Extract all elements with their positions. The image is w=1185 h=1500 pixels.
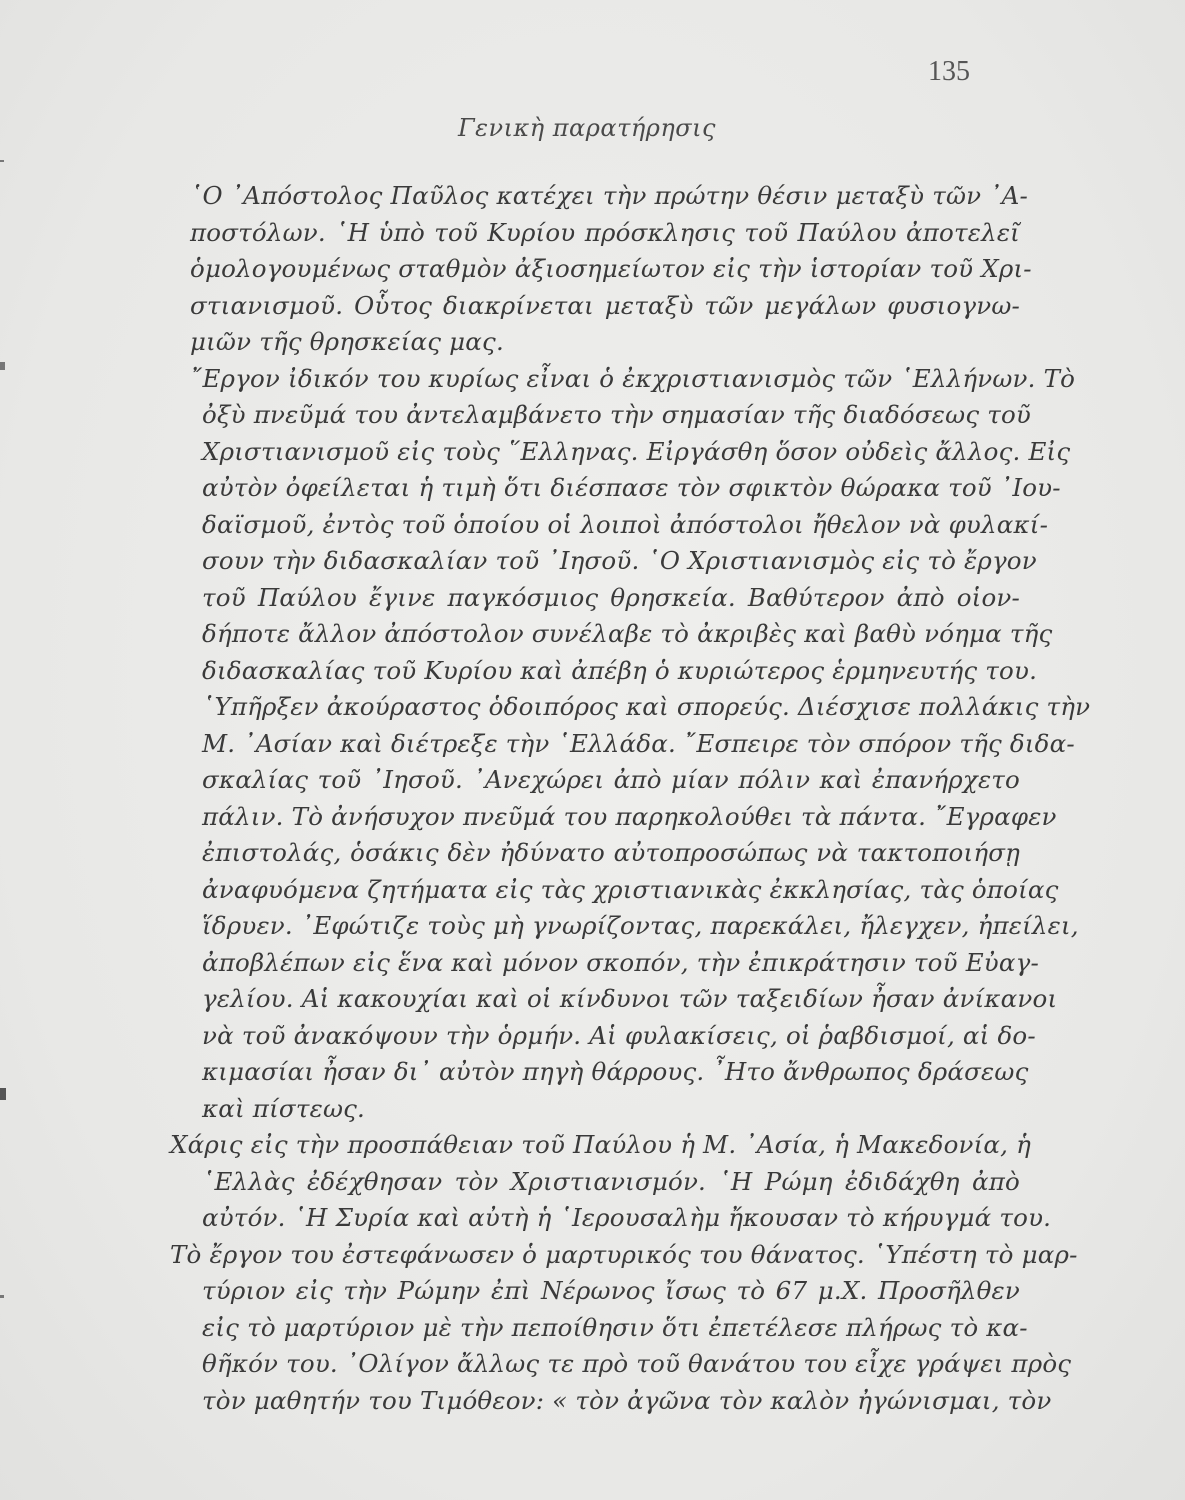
text-line: τοῦ Παύλου ἔγινε παγκόσμιος θρησκεία. Βαθύτερον ἀπὸ οἱον- bbox=[202, 582, 1020, 612]
text-line: αὐτὸν ὀφείλεται ἡ τιμὴ ὅτι διέσπασε τὸν σφικτὸν θώρακα τοῦ ᾿Ιου- bbox=[202, 473, 1061, 502]
text-line: Μ. ᾿Ασίαν καὶ διέτρεξε τὴν ῾Ελλάδα. ῎Εσπειρε τὸν σπόρον τῆς διδα- bbox=[202, 728, 1075, 758]
text-line: Χριστιανισμοῦ εἰς τοὺς ῞Ελληνας. Εἰργάσθη ὅσον οὐδεὶς ἄλλος. Εἰς bbox=[202, 436, 1071, 466]
text-line: ποστόλων. ῾Η ὑπὸ τοῦ Κυρίου πρόσκλησις τοῦ Παύλου ἀποτελεῖ bbox=[190, 217, 1020, 247]
scan-mark bbox=[0, 1088, 6, 1100]
text-line: ὁμολογουμένως σταθμὸν ἀξιοσημείωτον εἰς τὴν ἱστορίαν τοῦ Χρι- bbox=[190, 254, 1032, 283]
text-line: θῆκόν του. ᾿Ολίγον ἄλλως τε πρὸ τοῦ θανάτου του εἶχε γράψει πρὸς bbox=[202, 1349, 1072, 1378]
text-line: ὀξὺ πνεῦμά του ἀντελαμβάνετο τὴν σημασίαν τῆς διαδόσεως τοῦ bbox=[202, 400, 1032, 429]
section-title: Γενικὴ παρατήρησις bbox=[458, 114, 716, 142]
text-line: ῾Ο ᾿Απόστολος Παῦλος κατέχει τὴν πρώτην θέσιν μεταξὺ τῶν ᾿Α- bbox=[190, 181, 1029, 210]
text-line: γελίου. Αἱ κακουχίαι καὶ οἱ κίνδυνοι τῶν ταξειδίων ἦσαν ἀνίκανοι bbox=[202, 984, 1058, 1013]
body-text bbox=[170, 178, 1091, 1419]
text-line: τύριον εἰς τὴν Ρώμην ἐπὶ Νέρωνος ἴσως τὸ 67 μ.Χ. Προσῆλθεν bbox=[202, 1276, 1020, 1305]
text-line: Χάρις εἰς τὴν προσπάθειαν τοῦ Παύλου ἡ Μ. ᾿Ασία, ἡ Μακεδονία, ἡ bbox=[170, 1130, 1032, 1159]
text-line: ἀναφυόμενα ζητήματα εἰς τὰς χριστιανικὰς ἐκκλησίας, τὰς ὁποίας bbox=[202, 874, 1059, 904]
text-line: εἰς τὸ μαρτύριον μὲ τὴν πεποίθησιν ὅτι ἐπετέλεσε πλήρως τὸ κα- bbox=[202, 1312, 1028, 1342]
text-line: σκαλίας τοῦ ᾿Ιησοῦ. ᾿Ανεχώρει ἀπὸ μίαν πόλιν καὶ ἐπανήρχετο bbox=[202, 765, 1020, 794]
text-line: νὰ τοῦ ἀνακόψουν τὴν ὁρμήν. Αἱ φυλακίσεις, οἱ ῥαβδισμοί, αἱ δο- bbox=[202, 1020, 1036, 1050]
text-line: μιῶν τῆς θρησκείας μας. bbox=[190, 327, 504, 356]
scan-mark bbox=[0, 1295, 4, 1298]
text-line: τὸν μαθητήν του Τιμόθεον: « τὸν ἀγῶνα τὸν καλὸν ἠγώνισμαι, τὸν bbox=[202, 1385, 1052, 1415]
page-number: 135 bbox=[928, 56, 970, 87]
text-line: ἵδρυεν. ᾿Εφώτιζε τοὺς μὴ γνωρίζοντας, παρεκάλει, ἤλεγχεν, ἠπείλει, bbox=[202, 911, 1079, 940]
text-line: κιμασίαι ἦσαν δι᾿ αὐτὸν πηγὴ θάρρους. ῏Ητο ἄνθρωπος δράσεως bbox=[202, 1057, 1029, 1086]
text-line: στιανισμοῦ. Οὗτος διακρίνεται μεταξὺ τῶν μεγάλων φυσιογνω- bbox=[190, 290, 1020, 320]
scan-mark bbox=[0, 160, 4, 162]
text-line: ῎Εργον ἰδικόν του κυρίως εἶναι ὁ ἐκχριστιανισμὸς τῶν ῾Ελλήνων. Τὸ bbox=[190, 363, 1076, 393]
text-line: ἐπιστολάς, ὁσάκις δὲν ἠδύνατο αὐτοπροσώπως νὰ τακτοποιήσῃ bbox=[202, 838, 1020, 867]
text-line: αὐτόν. ῾Η Συρία καὶ αὐτὴ ἡ ῾Ιερουσαλὴμ ἤκουσαν τὸ κήρυγμά του. bbox=[202, 1203, 1052, 1232]
text-line: ῾Ελλὰς ἐδέχθησαν τὸν Χριστιανισμόν. ῾Η Ρώμη ἐδιδάχθη ἀπὸ bbox=[202, 1166, 1020, 1196]
text-line: ἀποβλέπων εἰς ἕνα καὶ μόνον σκοπόν, τὴν ἐπικράτησιν τοῦ Εὐαγ- bbox=[202, 947, 1039, 977]
text-line: καὶ πίστεως. bbox=[202, 1093, 366, 1123]
text-line: σουν τὴν διδασκαλίαν τοῦ ᾿Ιησοῦ. ῾Ο Χριστιανισμὸς εἰς τὸ ἔργον bbox=[202, 546, 1037, 575]
text-line: ῾Υπῆρξεν ἀκούραστος ὁδοιπόρος καὶ σπορεύς. Διέσχισε πολλάκις τὴν bbox=[202, 692, 1091, 721]
text-line: Τὸ ἔργον του ἐστεφάνωσεν ὁ μαρτυρικός του θάνατος. ῾Υπέστη τὸ μαρ- bbox=[170, 1239, 1078, 1269]
text-line: δήποτε ἄλλον ἀπόστολον συνέλαβε τὸ ἀκριβὲς καὶ βαθὺ νόημα τῆς bbox=[202, 619, 1053, 648]
text-line: διδασκαλίας τοῦ Κυρίου καὶ ἀπέβη ὁ κυριώτερος ἑρμηνευτής του. bbox=[202, 655, 1038, 685]
scan-mark bbox=[0, 362, 5, 370]
text-line: πάλιν. Τὸ ἀνήσυχον πνεῦμά του παρηκολούθει τὰ πάντα. ῎Εγραφεν bbox=[202, 801, 1057, 831]
text-line: δαϊσμοῦ, ἐντὸς τοῦ ὁποίου οἱ λοιποὶ ἀπόστολοι ἤθελον νὰ φυλακί- bbox=[202, 509, 1049, 539]
